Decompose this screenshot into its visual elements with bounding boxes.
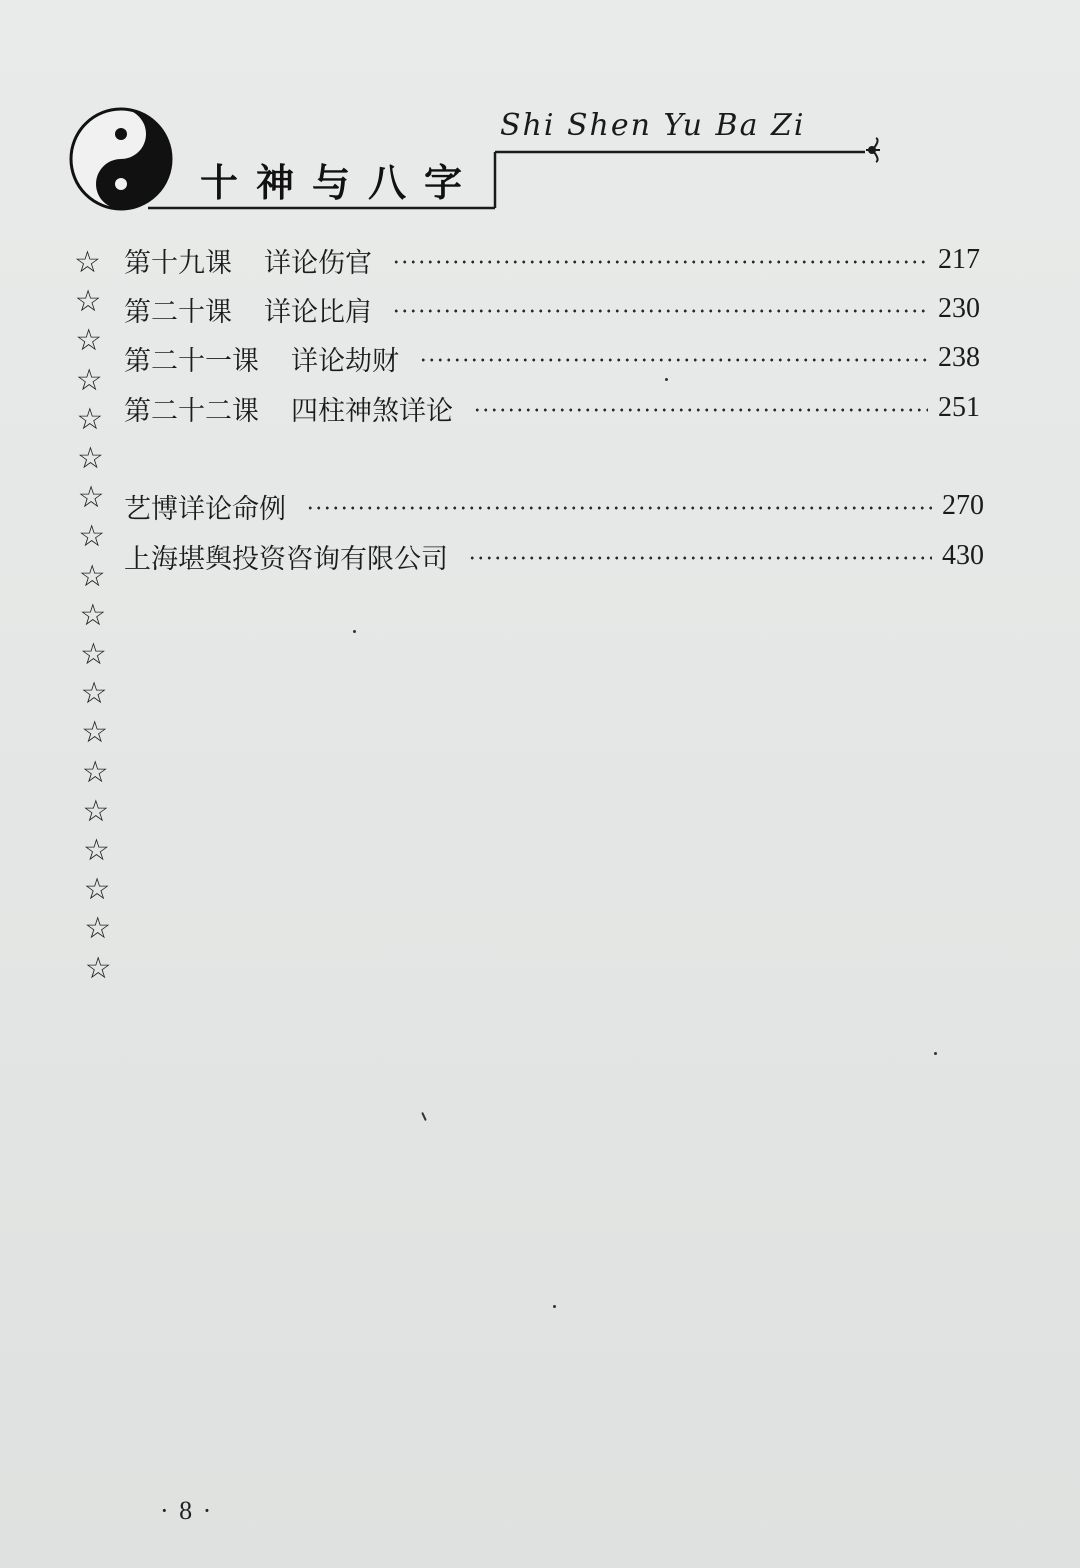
- toc-entry[interactable]: [124, 486, 984, 526]
- toc-page-number: 270: [942, 490, 984, 521]
- toc-entry[interactable]: [124, 289, 980, 329]
- toc-chapter-label: 第十九课: [124, 247, 232, 279]
- star-icon: ☆: [75, 362, 103, 398]
- yin-yang-icon: [66, 104, 176, 214]
- dot-leader: [473, 408, 928, 412]
- star-icon: ☆: [77, 441, 104, 476]
- toc-page-number: 217: [938, 244, 980, 275]
- star-icon: ☆: [83, 872, 111, 908]
- toc-topic-label: 详论伤官: [264, 247, 372, 279]
- star-icon: ☆: [74, 245, 101, 280]
- paper-speck: [665, 378, 668, 381]
- toc-topic-label: 四柱神煞详论: [291, 395, 453, 427]
- toc-page-number: 238: [938, 342, 980, 373]
- dot-leader: [392, 260, 928, 264]
- star-icon: ☆: [82, 793, 110, 829]
- toc-entry[interactable]: [124, 388, 980, 428]
- star-icon: ☆: [76, 401, 104, 437]
- toc-entry[interactable]: [124, 536, 984, 576]
- star-icon: ☆: [78, 519, 106, 555]
- running-header: [60, 100, 900, 225]
- star-icon: ☆: [77, 480, 105, 516]
- toc-chapter-label: 上海堪舆投资咨询有限公司: [124, 543, 448, 575]
- star-icon: ☆: [80, 637, 107, 672]
- toc-chapter-label: 第二十课: [124, 296, 232, 328]
- paper-speck: [934, 1052, 937, 1055]
- toc-chapter-label: 第二十二课: [124, 395, 259, 427]
- page-number: · 8 ·: [160, 1496, 214, 1525]
- star-icon: ☆: [80, 676, 108, 712]
- toc-topic-label: 详论劫财: [291, 345, 399, 377]
- toc-page-number: 251: [938, 392, 980, 423]
- toc-topic-label: 详论比肩: [264, 296, 372, 328]
- paper-speck: [553, 1305, 556, 1308]
- header-title-chinese: 十神与八字: [200, 161, 481, 205]
- toc-chapter-label: 第二十一课: [124, 345, 259, 377]
- paper-speck: [353, 630, 356, 633]
- dot-leader: [419, 358, 928, 362]
- star-icon: ☆: [84, 950, 112, 986]
- star-icon: ☆: [81, 754, 109, 790]
- dot-leader: [306, 506, 932, 510]
- toc-page-number: 230: [938, 293, 980, 324]
- star-icon: ☆: [81, 715, 109, 751]
- dot-leader: [392, 309, 928, 313]
- toc-chapter-label: 艺博详论命例: [124, 493, 286, 525]
- star-icon: ☆: [74, 284, 102, 320]
- header-title-pinyin: Shi Shen Yu Ba Zi: [500, 108, 806, 143]
- toc-entry[interactable]: [124, 338, 980, 378]
- toc-entry[interactable]: [124, 240, 980, 280]
- toc-page-number: 430: [942, 540, 984, 571]
- star-icon: ☆: [75, 323, 103, 359]
- paper-speck: [421, 1112, 427, 1121]
- star-icon: ☆: [79, 597, 107, 633]
- dot-leader: [468, 556, 932, 560]
- star-icon: ☆: [83, 833, 110, 868]
- star-icon: ☆: [84, 911, 112, 947]
- star-icon: ☆: [78, 558, 106, 594]
